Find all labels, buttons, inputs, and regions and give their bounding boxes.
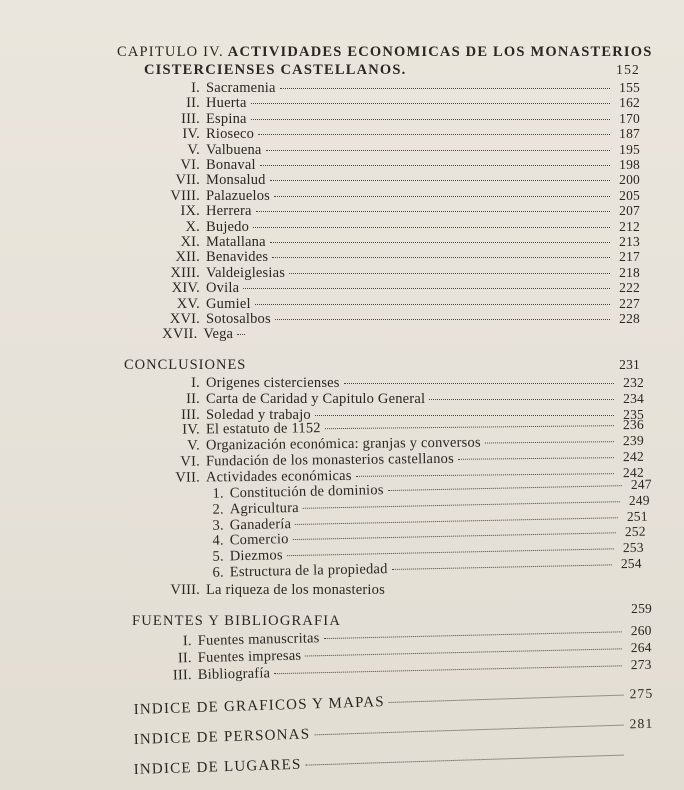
section-heading-row	[124, 357, 640, 374]
item-number: V.	[187, 437, 200, 454]
item-title: Gumiel	[206, 295, 251, 312]
item-title: Espina	[206, 110, 247, 127]
leader-dots	[485, 441, 614, 443]
leader-dots	[287, 549, 614, 557]
leader-dots	[258, 134, 610, 135]
item-title: Bonaval	[206, 157, 256, 173]
leader-dots	[356, 473, 614, 477]
leader-dots	[272, 257, 610, 258]
leader-dots	[255, 304, 610, 305]
item-page: 253	[622, 539, 644, 556]
item-title: INDICE DE GRAFICOS Y MAPAS	[133, 694, 386, 719]
item-page: 239	[622, 433, 644, 449]
item-title: Rioseco	[206, 126, 255, 143]
item-page: 232	[623, 375, 644, 390]
item-page: 222	[619, 280, 640, 296]
item-page: 236	[622, 417, 644, 433]
leader-dots	[458, 457, 614, 460]
item-title: Valdeiglesias	[206, 264, 286, 281]
item-number: II.	[186, 95, 200, 112]
item-page: 281	[629, 715, 654, 732]
leader-dots	[260, 165, 610, 166]
leader-dots	[314, 725, 623, 736]
item-page: 273	[630, 656, 652, 673]
leader-dots	[306, 755, 624, 766]
item-title: Actividades económicas	[205, 467, 352, 486]
item-page: 218	[619, 264, 640, 280]
item-number: VI.	[180, 453, 200, 470]
item-page: 187	[619, 126, 640, 142]
item-title: Sotosalbos	[206, 311, 271, 327]
item-page: 198	[619, 157, 640, 172]
item-title: INDICE DE LUGARES	[133, 756, 302, 779]
item-title: Fuentes manuscritas	[197, 630, 320, 649]
item-page: 242	[622, 464, 644, 480]
leader-dots	[251, 103, 610, 104]
leader-dots	[274, 196, 610, 197]
item-number: IX.	[180, 203, 200, 220]
item-number: VII.	[175, 172, 200, 189]
section-page: 259	[631, 601, 652, 616]
leader-dots	[295, 517, 618, 525]
item-page: 235	[623, 406, 644, 422]
item-number: V.	[187, 141, 200, 158]
item-number: I.	[191, 80, 200, 96]
item-title: Organización económica: granjas y conversos	[205, 434, 481, 454]
item-number: XV.	[176, 295, 200, 312]
item-title: Valbuena	[206, 141, 262, 158]
leader-dots	[315, 415, 614, 416]
leader-dots	[324, 631, 622, 639]
item-page: 228	[619, 311, 640, 326]
leader-dots	[388, 485, 622, 491]
toc-row	[133, 746, 653, 779]
item-number: III.	[181, 110, 200, 127]
item-number: IV.	[182, 126, 200, 143]
item-title: El estatuto de 1152	[205, 420, 321, 438]
item-page: 170	[619, 110, 640, 126]
item-number: XII.	[175, 249, 200, 266]
item-page: 242	[622, 448, 644, 465]
item-page: 234	[623, 390, 644, 406]
leader-dots	[270, 180, 610, 181]
item-title: Ganadería	[229, 515, 292, 533]
item-page: 207	[619, 203, 640, 219]
item-title: Matallana	[206, 234, 266, 250]
leader-dots	[275, 319, 610, 320]
item-number: II.	[186, 390, 200, 407]
item-number: X.	[185, 218, 200, 235]
item-title: Carta de Caridad y Capitulo General	[206, 390, 426, 407]
item-page: 227	[619, 295, 640, 311]
item-page: 275	[629, 685, 654, 702]
item-number: VII.	[175, 469, 200, 486]
toc-row	[152, 582, 402, 599]
item-title: Diezmos	[229, 547, 283, 565]
leader-dots	[303, 501, 620, 509]
toc-row	[152, 375, 644, 392]
item-page: 247	[630, 476, 652, 492]
item-number: XVI.	[169, 311, 200, 327]
item-page: 205	[619, 187, 640, 203]
item-title: Bujedo	[206, 218, 250, 235]
leader-dots	[270, 242, 610, 243]
item-title: La riqueza de los monasterios	[206, 582, 385, 598]
item-page: 260	[630, 622, 652, 639]
leader-dots	[253, 227, 610, 228]
item-title: Fuentes impresas	[197, 647, 302, 666]
item-page: 264	[630, 639, 652, 656]
item-number: 6.	[212, 564, 224, 581]
item-page: 252	[624, 524, 646, 540]
item-number: 4.	[212, 532, 224, 550]
leader-dots	[237, 334, 245, 335]
item-number: VI.	[180, 157, 200, 173]
section-heading: FUENTES Y BIBLIOGRAFIA	[132, 613, 341, 629]
section-heading: CONCLUSIONES	[124, 357, 247, 373]
item-page: 212	[619, 218, 640, 234]
item-number: XIII.	[170, 264, 200, 281]
item-page: 195	[619, 141, 640, 157]
item-number: I.	[191, 375, 200, 391]
item-title: Herrera	[206, 203, 252, 220]
item-number: 1.	[212, 485, 224, 502]
item-number: 5.	[212, 548, 224, 565]
item-number: 3.	[212, 517, 224, 534]
toc-row	[133, 716, 653, 749]
item-title: Ovila	[206, 280, 240, 297]
item-title: Sacramenia	[206, 80, 276, 96]
item-number: VIII.	[170, 582, 200, 598]
item-title: Bibliografía	[197, 665, 271, 683]
item-title: Vega	[203, 326, 234, 343]
item-number: 2.	[212, 501, 224, 518]
item-title: Constitución de dominios	[229, 482, 384, 502]
toc-row	[152, 391, 644, 408]
item-title: Monsalud	[206, 172, 266, 189]
item-page: 155	[619, 80, 640, 95]
item-page: 213	[619, 234, 640, 249]
item-title: Soledad y trabajo	[206, 406, 311, 423]
item-number: XI.	[180, 234, 200, 250]
item-page: 251	[626, 508, 648, 524]
item-page: 200	[619, 172, 640, 188]
leader-dots	[392, 564, 612, 570]
leader-dots	[325, 426, 614, 430]
item-title: Comercio	[229, 531, 289, 549]
leader-dots	[389, 695, 624, 703]
leader-dots	[256, 211, 610, 212]
item-number: XIV.	[171, 280, 200, 297]
chapter-heading-line2	[144, 62, 640, 79]
leader-dots	[251, 119, 610, 120]
chapter-heading-title: CISTERCIENSES CASTELLANOS.	[144, 62, 407, 78]
leader-dots	[266, 150, 610, 151]
item-number: III.	[172, 667, 192, 684]
item-title: Fundación de los monasterios castellanos	[205, 450, 454, 470]
leader-dots	[344, 383, 614, 384]
leader-dots	[305, 648, 621, 656]
leader-dots	[274, 665, 621, 674]
item-page: 254	[620, 555, 642, 572]
item-number: II.	[177, 650, 192, 667]
item-title: Palazuelos	[206, 187, 271, 204]
leader-dots	[243, 288, 610, 289]
item-title: Huerta	[206, 95, 247, 112]
leader-dots	[289, 273, 610, 274]
item-page: 249	[628, 492, 650, 508]
toc-row	[133, 686, 653, 719]
item-number: III.	[181, 406, 200, 423]
section-page: 231	[619, 357, 640, 372]
leader-dots	[280, 88, 610, 89]
item-page	[628, 758, 654, 759]
item-title: Agricultura	[229, 499, 300, 518]
item-page: 217	[619, 249, 640, 265]
leader-dots	[293, 533, 616, 541]
item-page: 162	[619, 95, 640, 111]
item-number: IV.	[182, 421, 200, 439]
chapter-heading-line1: CAPITULO IV. ACTIVIDADES ECONOMICAS DE LOS MONASTERIOS	[117, 44, 653, 60]
toc-row	[144, 326, 274, 343]
leader-dots	[429, 399, 614, 400]
item-title: Benavides	[206, 249, 269, 266]
item-number: I.	[182, 633, 192, 650]
item-number: VIII.	[170, 187, 200, 204]
item-title: Origenes cistercienses	[206, 375, 340, 391]
item-number: XVII.	[162, 326, 198, 343]
item-title: Estructura de la propiedad	[229, 561, 388, 581]
item-title: INDICE DE PERSONAS	[133, 726, 311, 749]
chapter-page: 152	[616, 62, 640, 77]
